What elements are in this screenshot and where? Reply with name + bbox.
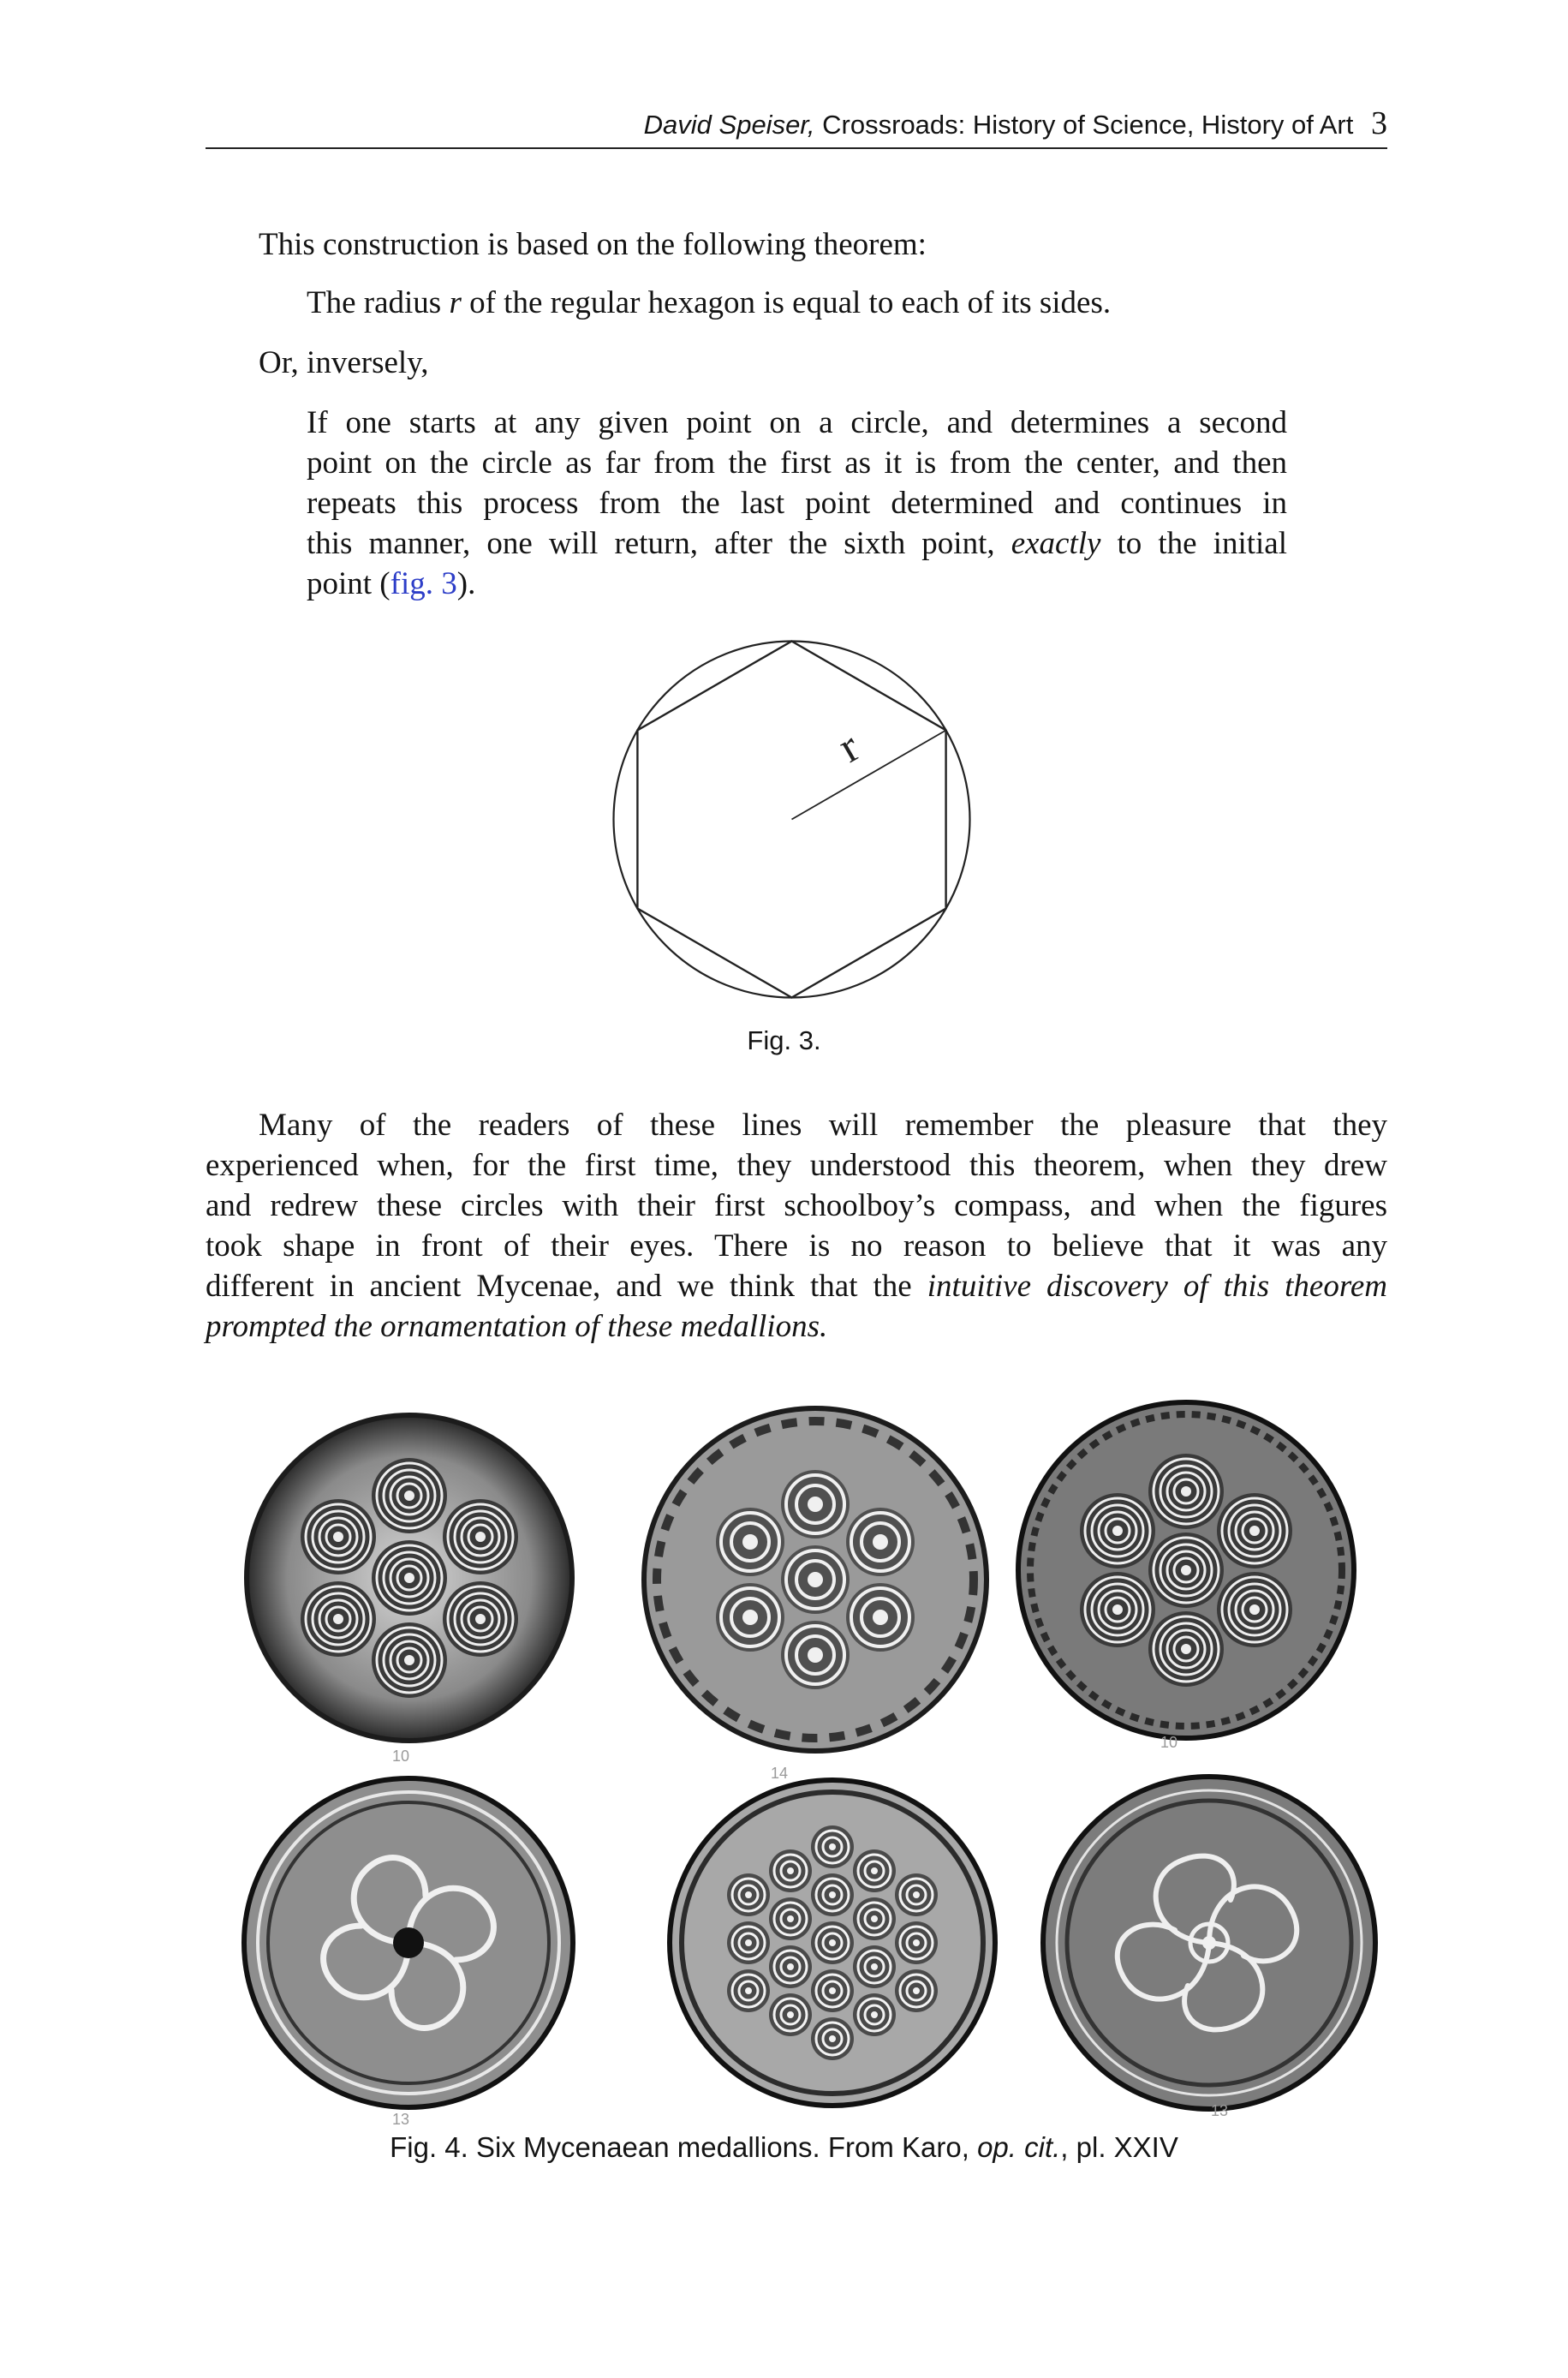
body-line: took shape in front of their eyes. There is no reason to believe that it was any	[206, 1228, 1387, 1264]
medallion-number: 13	[392, 2111, 410, 2128]
medallion-whirl	[233, 1772, 584, 2114]
caption-text: , pl. XXIV	[1060, 2131, 1178, 2163]
quote-text: point (	[307, 566, 391, 601]
quote-text: this manner, one will return, after the sixth point,	[307, 526, 995, 561]
paragraph-intro: This construction is based on the following theorem:	[259, 227, 927, 262]
caption-emphasis: op. cit.	[977, 2131, 1061, 2163]
emphasis-exactly: exactly	[1011, 526, 1101, 561]
header-title: Crossroads: History of Science, History of Art	[822, 110, 1354, 140]
medallion-seven-spirals	[238, 1407, 581, 1749]
medallion-number: 13	[1211, 2102, 1229, 2119]
theorem-text-start: The radius	[307, 285, 450, 320]
page-number: 3	[1371, 105, 1387, 141]
body-line	[206, 1306, 1387, 1347]
header-author: David Speiser,	[643, 110, 815, 140]
medallion-concentric-volutes	[635, 1400, 995, 1760]
radius-line	[792, 731, 946, 820]
medallion-number: 10	[392, 1748, 410, 1765]
body-paragraph	[206, 1105, 1387, 1347]
quote-text: ).	[456, 566, 476, 601]
body-line: Many of the readers of these lines will remember the pleasure that they	[259, 1108, 1387, 1143]
fig4-caption	[0, 2131, 1568, 2164]
body-line: experienced when, for the first time, they understood this theorem, when they drew	[206, 1148, 1387, 1183]
radius-label: r	[830, 722, 868, 773]
paragraph-inversely: Or, inversely,	[259, 345, 429, 380]
theorem-variable: r	[449, 285, 462, 320]
body-line: and redrew these circles with their first schoolboy’s compass, and when the figures	[206, 1188, 1387, 1223]
fig3-caption: Fig. 3.	[747, 1025, 821, 1055]
running-header	[206, 101, 1387, 149]
inverse-theorem-quote	[307, 403, 1287, 604]
hexagon-figure	[610, 637, 974, 1001]
header-text	[644, 105, 1387, 142]
theorem-text-end: of the regular hexagon is equal to each of its sides.	[461, 285, 1112, 320]
body-emphasis: prompted the ornamentation of these medallions.	[206, 1309, 828, 1344]
fig3-link[interactable]: fig. 3	[390, 566, 457, 601]
medallion-number: 14	[771, 1765, 789, 1782]
medallion-spiral-whirl	[1029, 1772, 1398, 2114]
quote-line	[307, 564, 1287, 604]
theorem-statement	[307, 283, 1111, 323]
quote-line: repeats this process from the last point determined and continues in	[307, 486, 1287, 521]
quote-line: point on the circle as far from the first as it is from the center, and then	[307, 445, 1287, 481]
quote-text: to the initial	[1117, 526, 1287, 561]
quote-line	[307, 523, 1287, 564]
body-line	[206, 1266, 1387, 1306]
medallions-plate	[233, 1389, 1398, 2128]
caption-text: Fig. 4. Six Mycenaean medallions. From Karo,	[390, 2131, 969, 2163]
medallion-small-rings	[661, 1772, 1004, 2114]
medallion-number: 10	[1160, 1734, 1178, 1751]
medallion-spirals-vines	[1011, 1395, 1362, 1746]
body-emphasis: intuitive discovery of this theorem	[927, 1269, 1388, 1304]
quote-line: If one starts at any given point on a circle, and determines a second	[307, 405, 1287, 440]
body-text: different in ancient Mycenae, and we think that the	[206, 1269, 912, 1304]
